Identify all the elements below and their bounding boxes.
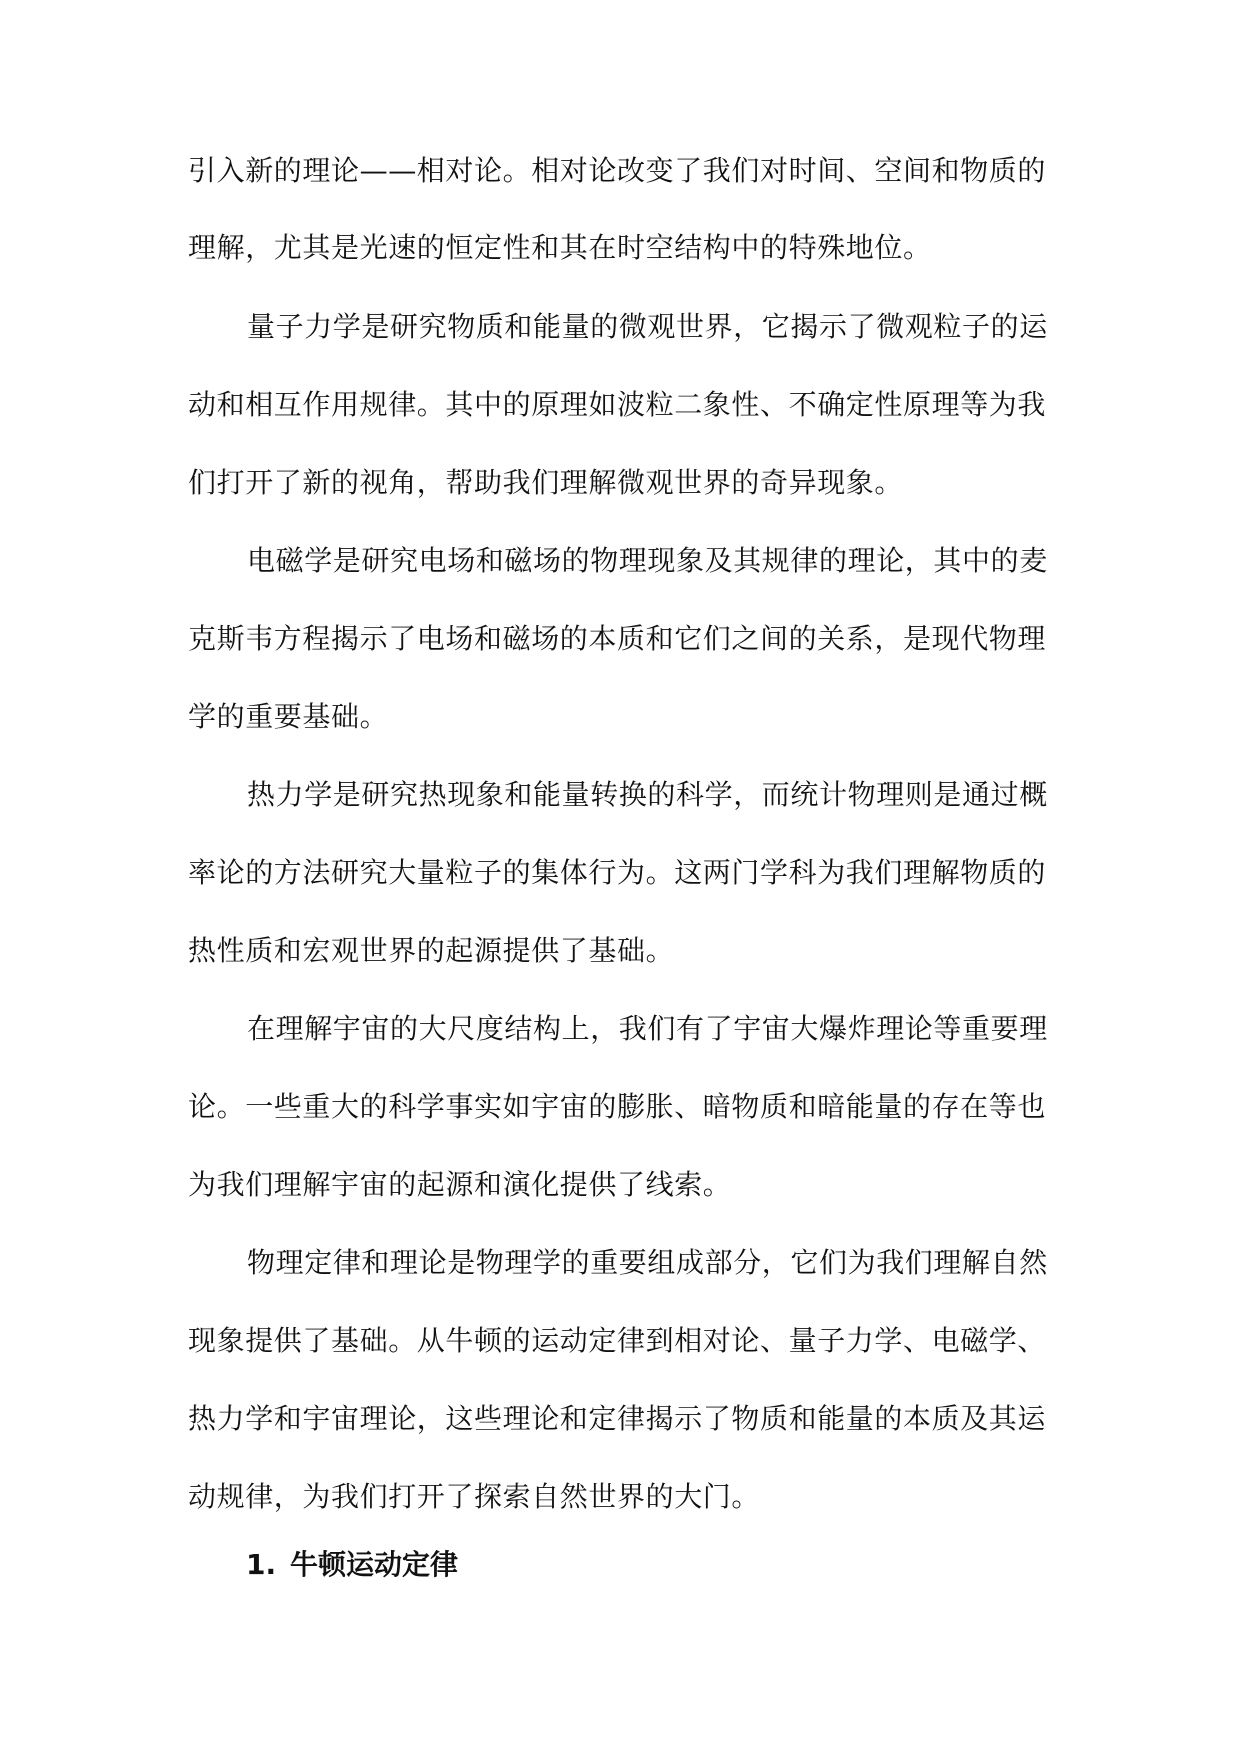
paragraph-line: 论。一些重大的科学事实如宇宙的膨胀、暗物质和暗能量的存在等也 bbox=[188, 1090, 1047, 1123]
paragraph-line: 引入新的理论——相对论。相对论改变了我们对时间、空间和物质的 bbox=[188, 154, 1047, 187]
paragraph-line: 动规律，为我们打开了探索自然世界的大门。 bbox=[188, 1480, 761, 1513]
section-title: 牛顿运动定律 bbox=[290, 1548, 459, 1581]
section-number: 1. bbox=[246, 1548, 277, 1581]
paragraph-line: 理解，尤其是光速的恒定性和其在时空结构中的特殊地位。 bbox=[188, 231, 932, 264]
paragraph-line: 学的重要基础。 bbox=[188, 700, 389, 733]
paragraph-line: 热力学是研究热现象和能量转换的科学，而统计物理则是通过概 bbox=[247, 778, 1048, 811]
paragraph-line: 量子力学是研究物质和能量的微观世界，它揭示了微观粒子的运 bbox=[247, 310, 1048, 343]
paragraph-line: 现象提供了基础。从牛顿的运动定律到相对论、量子力学、电磁学、 bbox=[188, 1324, 1047, 1357]
paragraph-line: 电磁学是研究电场和磁场的物理现象及其规律的理论，其中的麦 bbox=[247, 544, 1048, 577]
paragraph-line: 率论的方法研究大量粒子的集体行为。这两门学科为我们理解物质的 bbox=[188, 856, 1047, 889]
paragraph-line: 物理定律和理论是物理学的重要组成部分，它们为我们理解自然 bbox=[247, 1246, 1048, 1279]
paragraph-line: 为我们理解宇宙的起源和演化提供了线索。 bbox=[188, 1168, 732, 1201]
paragraph-line: 在理解宇宙的大尺度结构上，我们有了宇宙大爆炸理论等重要理 bbox=[247, 1012, 1048, 1045]
paragraph-line: 克斯韦方程揭示了电场和磁场的本质和它们之间的关系，是现代物理 bbox=[188, 622, 1047, 655]
paragraph-line: 动和相互作用规律。其中的原理如波粒二象性、不确定性原理等为我 bbox=[188, 388, 1047, 421]
paragraph-line: 热力学和宇宙理论，这些理论和定律揭示了物质和能量的本质及其运 bbox=[188, 1402, 1047, 1435]
paragraph-line: 热性质和宏观世界的起源提供了基础。 bbox=[188, 934, 675, 967]
section-heading bbox=[246, 1545, 458, 1585]
paragraph-line: 们打开了新的视角，帮助我们理解微观世界的奇异现象。 bbox=[188, 466, 904, 499]
